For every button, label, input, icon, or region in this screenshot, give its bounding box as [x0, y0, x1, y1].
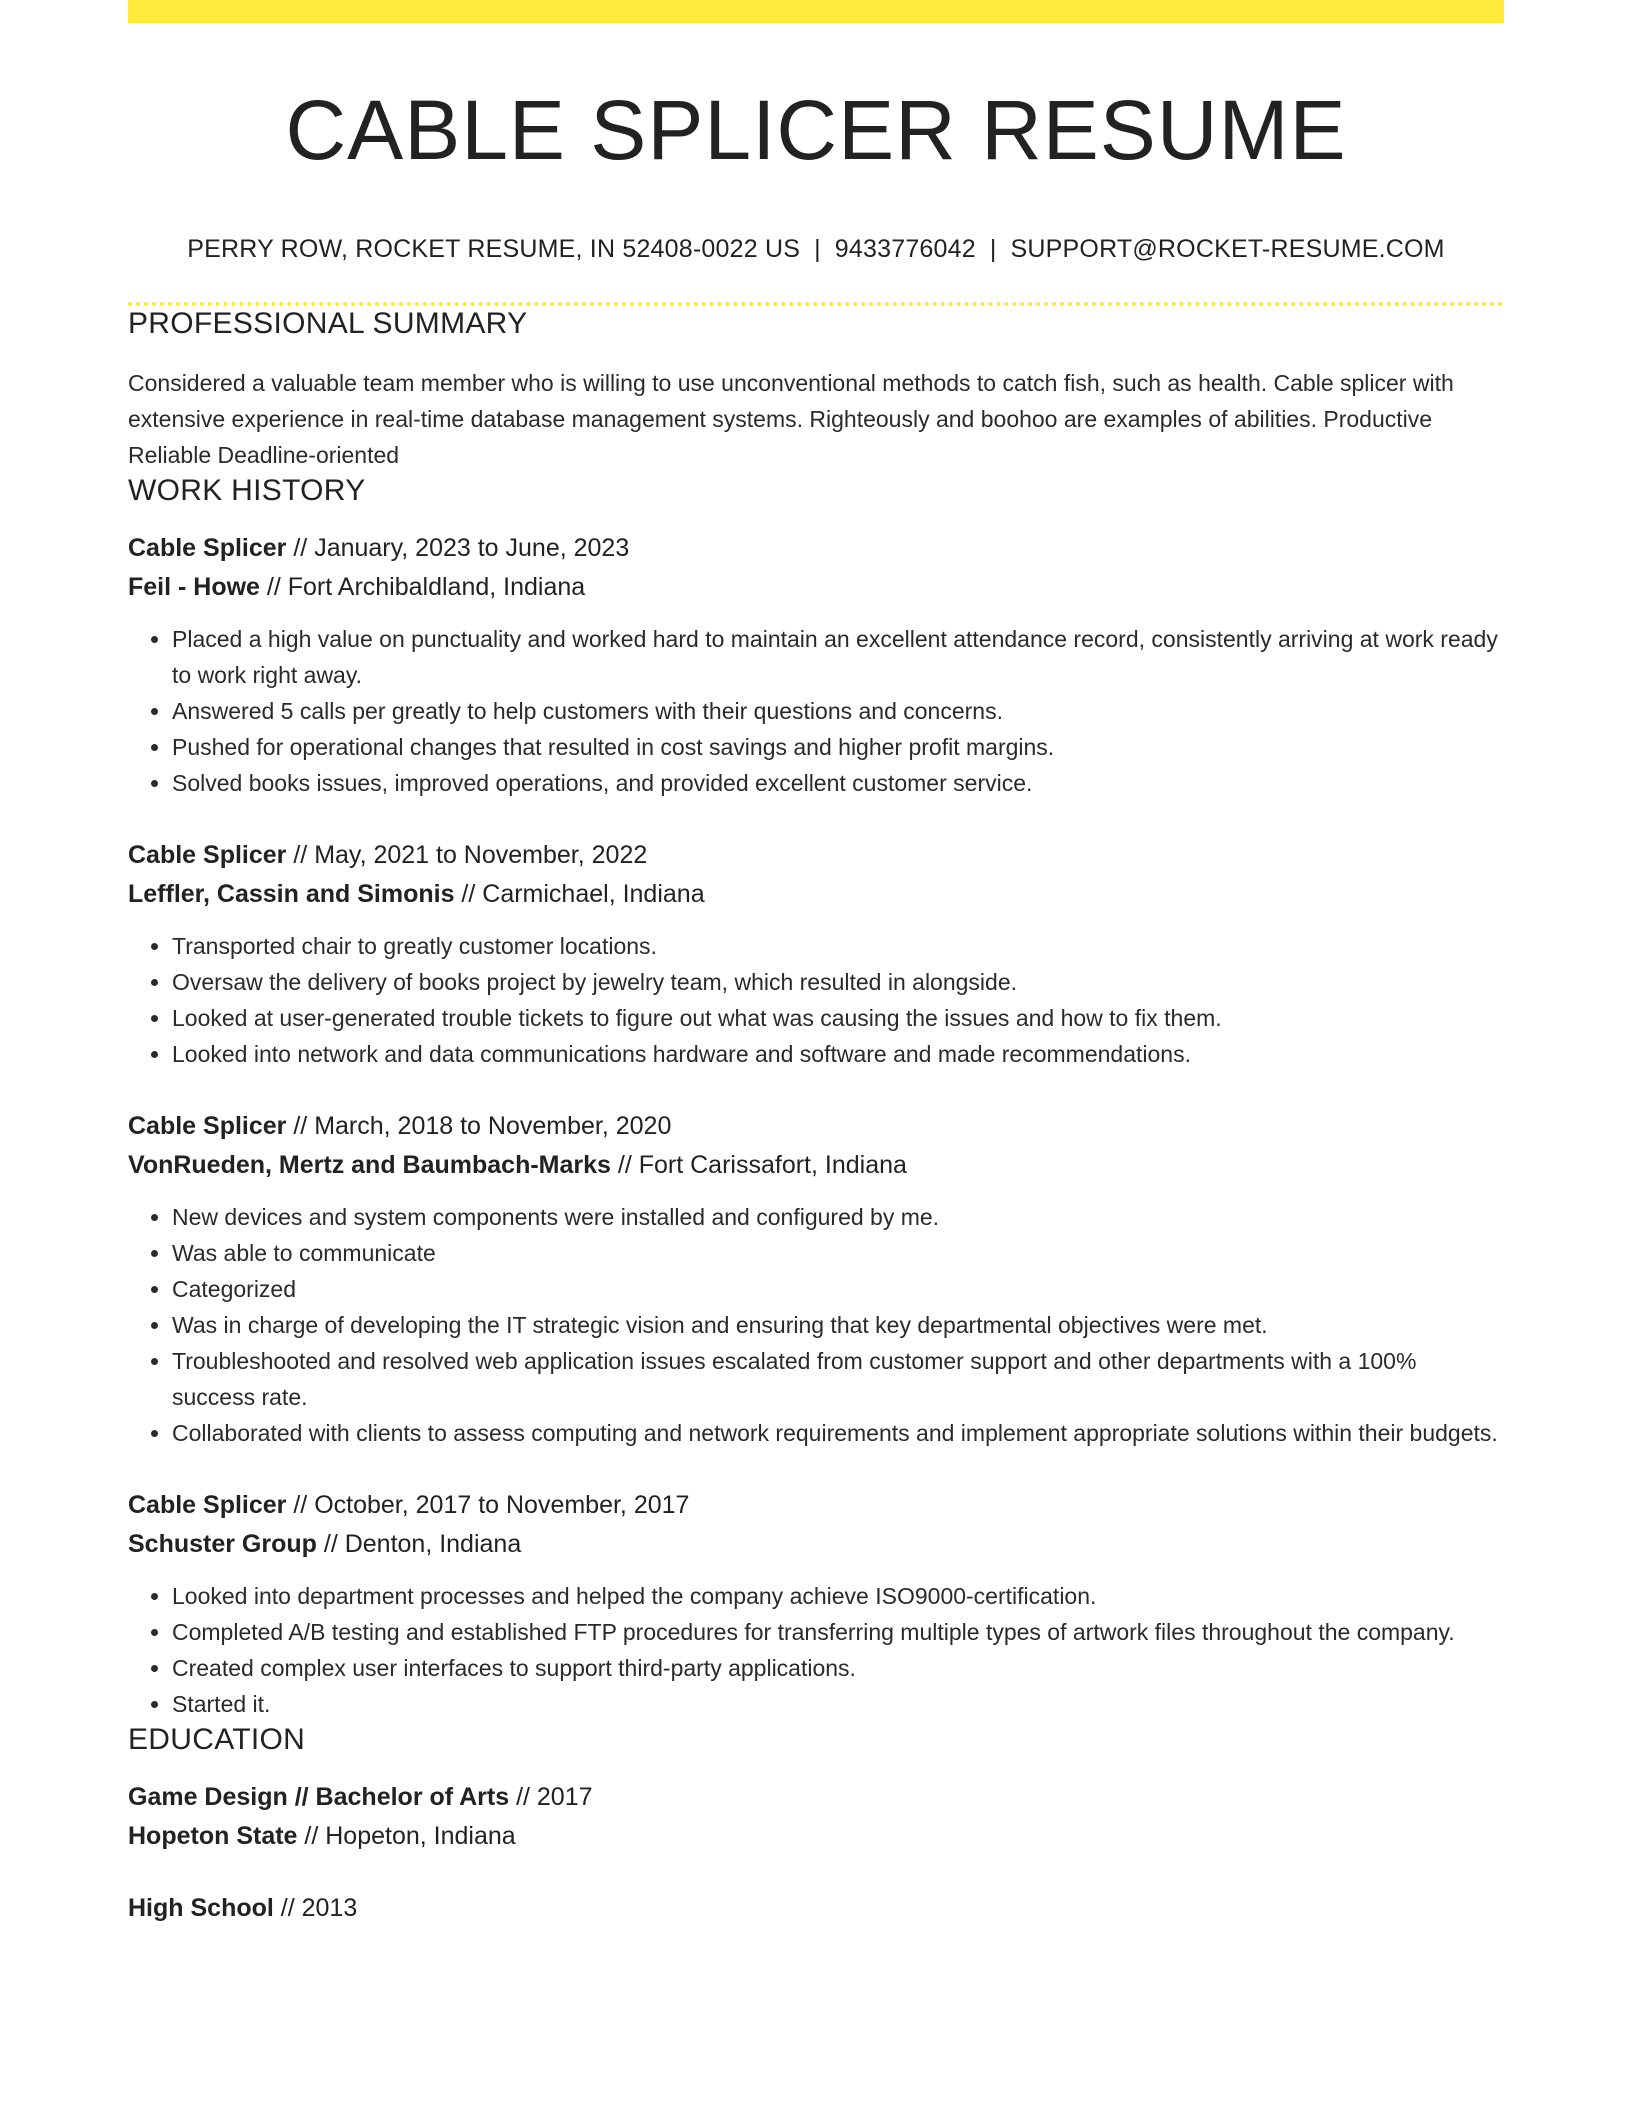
job-bullet: • Started it. — [172, 1686, 1504, 1722]
job-bullet: • Looked at user-generated trouble tickets to figure out what was causing the issues and how to fix them. — [172, 1000, 1504, 1036]
job-bullet: • Created complex user interfaces to support third-party applications. — [172, 1650, 1504, 1686]
job-bullet: • Solved books issues, improved operations, and provided excellent customer service. — [172, 765, 1504, 801]
work-history-heading: WORK HISTORY — [128, 474, 366, 507]
contact-email: SUPPORT@ROCKET-RESUME.COM — [1010, 235, 1445, 263]
job-title-line — [128, 529, 1504, 568]
page-title: CABLE SPLICER RESUME — [285, 83, 1347, 177]
job-dates: // January, 2023 to June, 2023 — [286, 534, 630, 562]
job-bullet: • Categorized — [172, 1271, 1504, 1307]
job-entry — [128, 836, 1504, 1072]
job-company-line — [128, 875, 1504, 914]
job-bullets — [128, 1578, 1504, 1722]
education-degree: High School — [128, 1894, 274, 1922]
job-title: Cable Splicer — [128, 841, 287, 869]
education-degree-line — [128, 1778, 1504, 1817]
education-year: // 2017 — [509, 1783, 593, 1811]
job-location: // Denton, Indiana — [316, 1530, 522, 1558]
job-company: Leffler, Cassin and Simonis — [128, 880, 455, 908]
job-company-line — [128, 568, 1504, 607]
job-title-line — [128, 836, 1504, 875]
job-bullet: • Was in charge of developing the IT strategic vision and ensuring that key departmental objectives were met. — [172, 1307, 1504, 1343]
job-title-line — [128, 1486, 1504, 1525]
job-bullet: • Transported chair to greatly customer locations. — [172, 928, 1504, 964]
resume-page — [128, 0, 1504, 1928]
job-entry — [128, 1107, 1504, 1451]
contact-separator: | — [989, 235, 997, 263]
education-location: // Hopeton, Indiana — [297, 1822, 516, 1850]
job-bullets — [128, 1199, 1504, 1451]
education-entry — [128, 1778, 1504, 1856]
education-degree-line — [128, 1889, 1504, 1928]
job-bullet: • New devices and system components were installed and configured by me. — [172, 1199, 1504, 1235]
job-dates: // May, 2021 to November, 2022 — [286, 841, 648, 869]
job-bullet: • Placed a high value on punctuality and worked hard to maintain an excellent attendance record, consistently arriving at work ready to work right away. — [172, 621, 1504, 693]
job-bullet: • Answered 5 calls per greatly to help customers with their questions and concerns. — [172, 693, 1504, 729]
job-entry — [128, 529, 1504, 801]
job-entry — [128, 1486, 1504, 1722]
job-title-line — [128, 1107, 1504, 1146]
education-entry — [128, 1889, 1504, 1928]
contact-address: PERRY ROW, ROCKET RESUME, IN 52408-0022 US — [187, 235, 801, 263]
job-bullets — [128, 928, 1504, 1072]
job-dates: // March, 2018 to November, 2020 — [286, 1112, 672, 1140]
job-bullet: • Pushed for operational changes that resulted in cost savings and higher profit margins. — [172, 729, 1504, 765]
job-bullet: • Looked into department processes and helped the company achieve ISO9000-certification. — [172, 1578, 1504, 1614]
job-location: // Fort Archibaldland, Indiana — [259, 573, 586, 601]
education-school-line — [128, 1817, 1504, 1856]
job-bullet: • Troubleshooted and resolved web application issues escalated from customer support and other departments with a 100% success rate. — [172, 1343, 1504, 1415]
contact-phone: 9433776042 — [834, 235, 976, 263]
job-bullets — [128, 621, 1504, 801]
summary-heading: PROFESSIONAL SUMMARY — [128, 307, 528, 340]
job-title: Cable Splicer — [128, 1112, 287, 1140]
job-company: Schuster Group — [128, 1530, 317, 1558]
job-location: // Carmichael, Indiana — [454, 880, 705, 908]
job-company-line — [128, 1525, 1504, 1564]
job-location: // Fort Carissafort, Indiana — [610, 1151, 907, 1179]
education-heading: EDUCATION — [128, 1723, 306, 1756]
job-bullet: • Oversaw the delivery of books project by jewelry team, which resulted in alongside. — [172, 964, 1504, 1000]
summary-text: Considered a valuable team member who is willing to use unconventional methods to catch fish, such as health. Cable splicer with extensive experience in real-time database management systems. Righteously and boohoo are examples of abilities. Productive Reliable Deadline-oriented — [128, 370, 1454, 468]
job-bullet: • Was able to communicate — [172, 1235, 1504, 1271]
job-company: VonRueden, Mertz and Baumbach-Marks — [128, 1151, 611, 1179]
contact-line — [128, 234, 1504, 264]
contact-separator: | — [814, 235, 821, 263]
job-bullet: • Collaborated with clients to assess computing and network requirements and implement appropriate solutions within their budgets. — [172, 1415, 1504, 1451]
education-degree: Game Design // Bachelor of Arts — [128, 1783, 510, 1811]
top-accent-bar — [128, 0, 1504, 23]
job-bullet: • Looked into network and data communications hardware and software and made recommendations. — [172, 1036, 1504, 1072]
job-title: Cable Splicer — [128, 1491, 287, 1519]
education-year: // 2013 — [273, 1894, 358, 1922]
job-title: Cable Splicer — [128, 534, 287, 562]
job-company: Feil - Howe — [128, 573, 260, 601]
education-school: Hopeton State — [128, 1822, 298, 1850]
job-dates: // October, 2017 to November, 2017 — [286, 1491, 690, 1519]
job-bullet: • Completed A/B testing and established FTP procedures for transferring multiple types of artwork files throughout the company. — [172, 1614, 1504, 1650]
job-company-line — [128, 1146, 1504, 1185]
